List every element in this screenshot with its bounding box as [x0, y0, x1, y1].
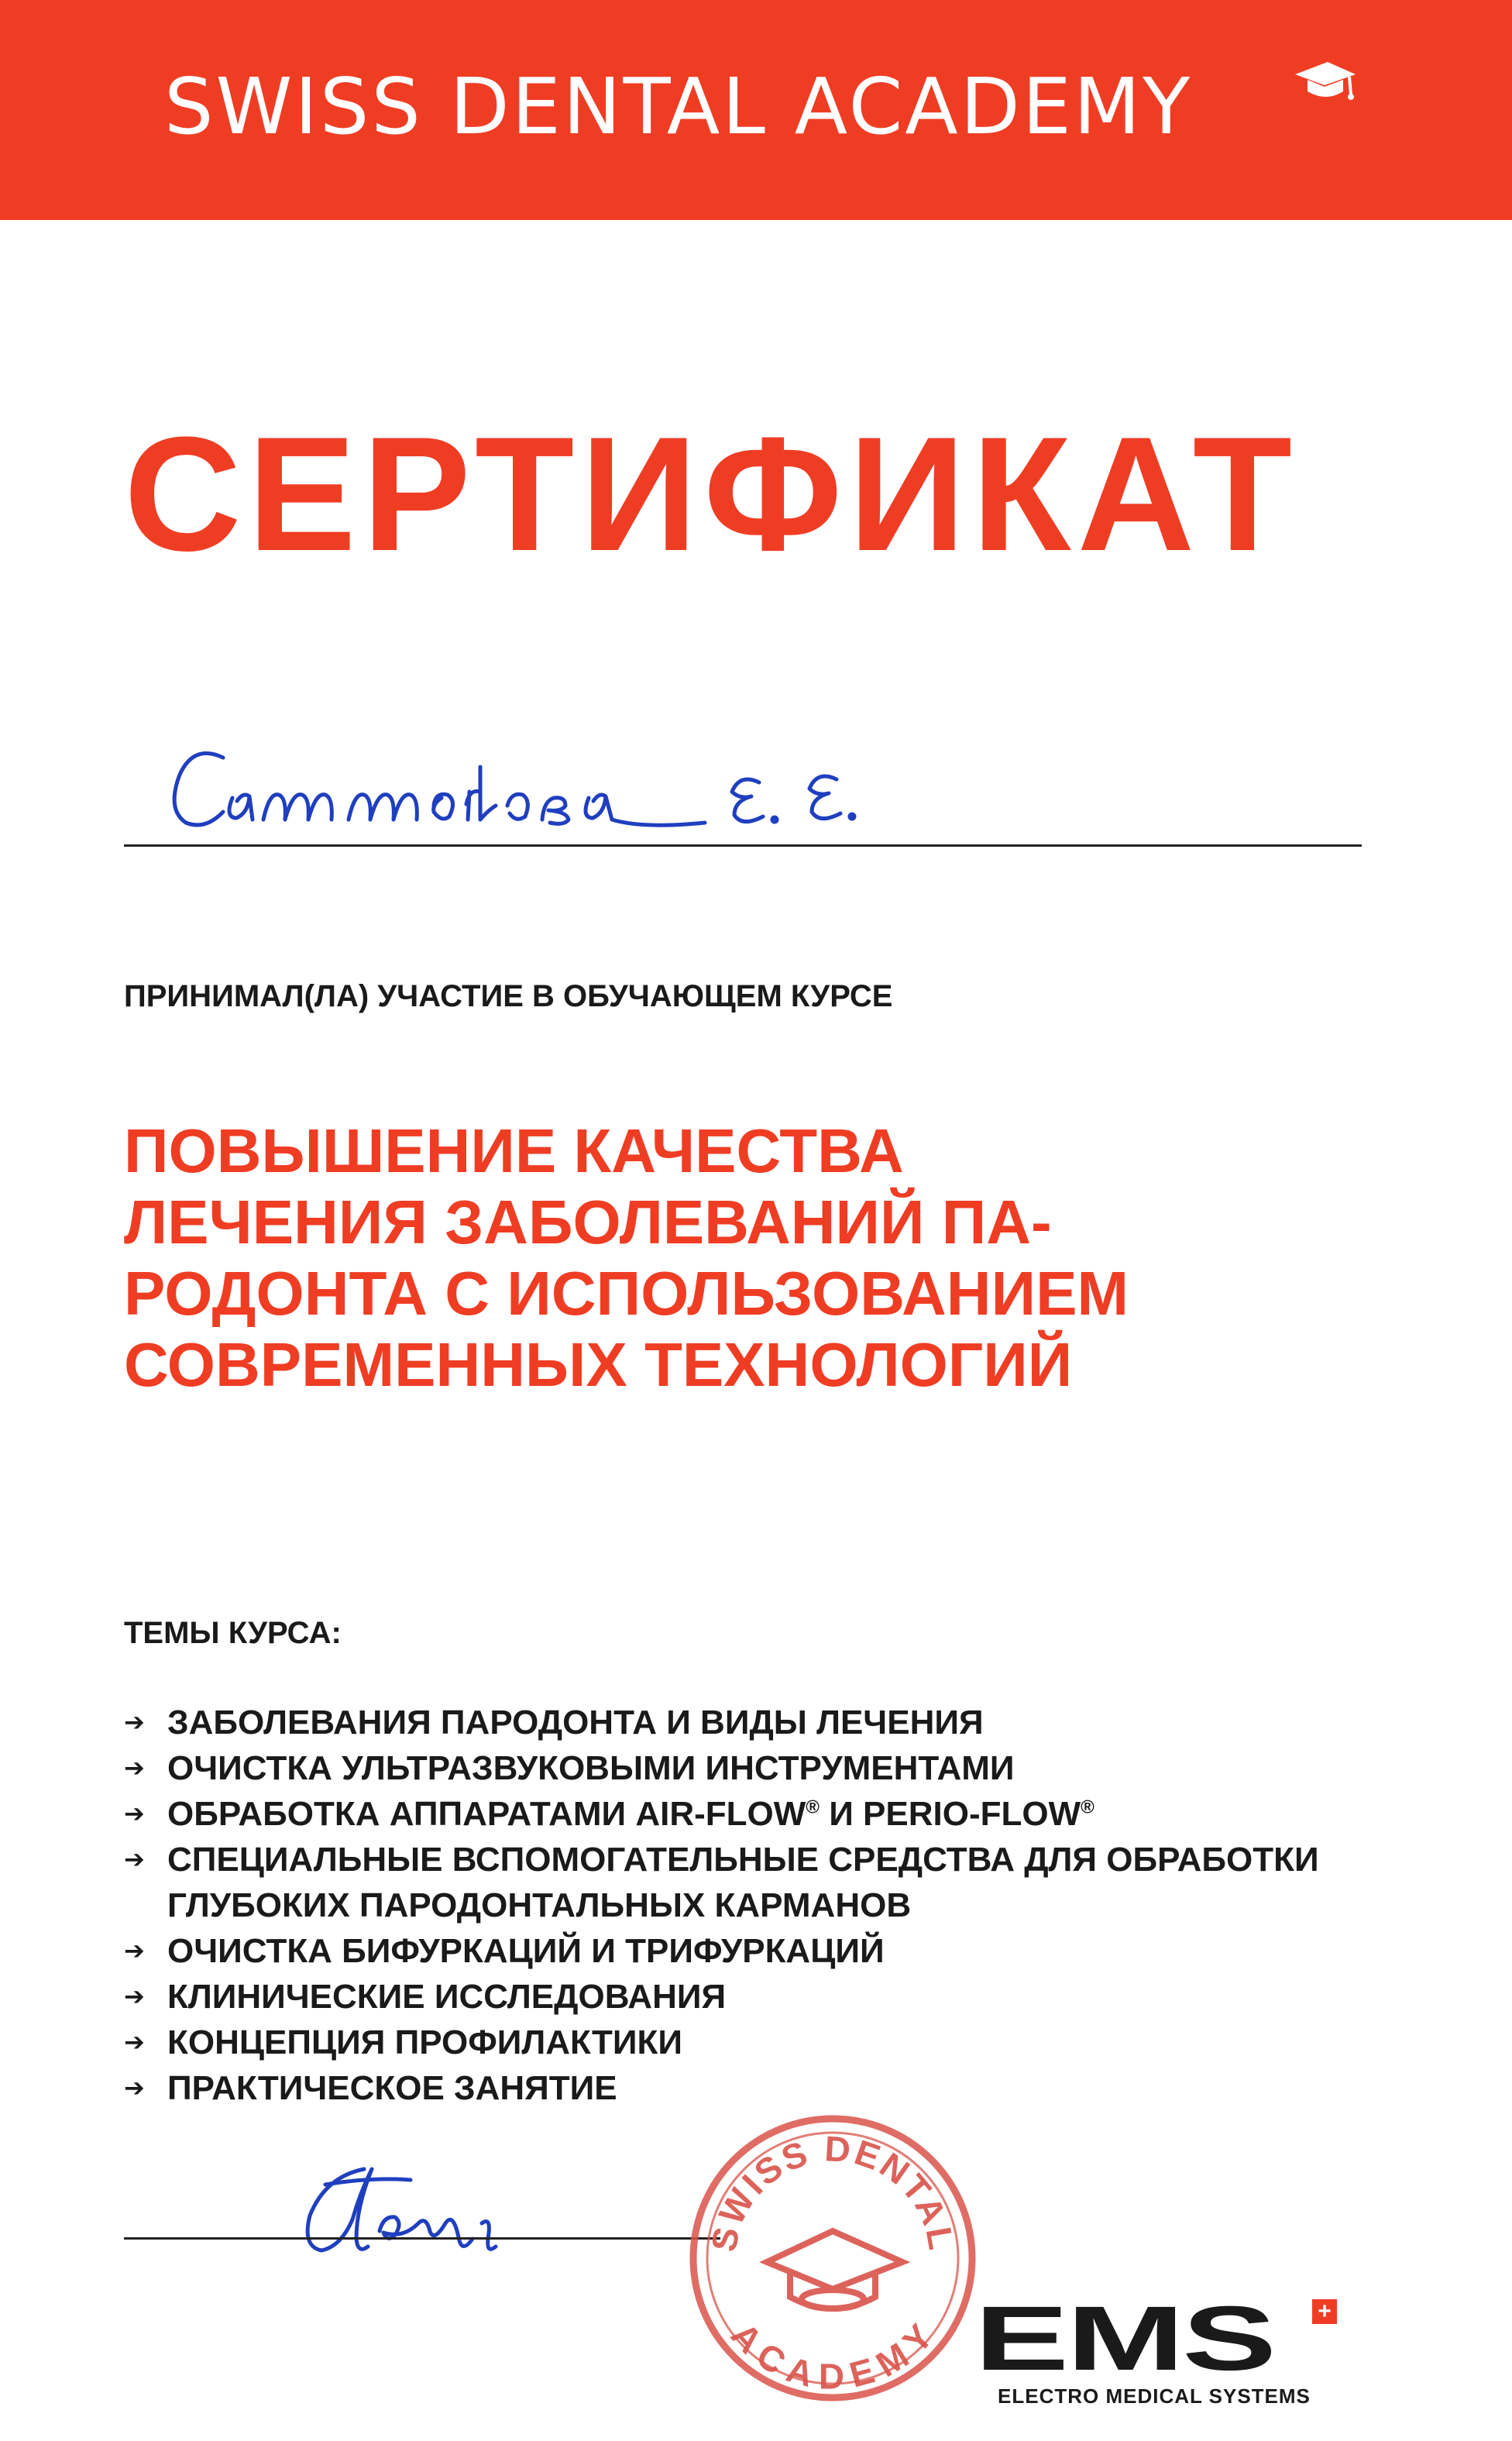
- graduation-cap-icon: [767, 2231, 902, 2309]
- topics-heading: ТЕМЫ КУРСА:: [124, 1616, 342, 1650]
- header-banner: [0, 0, 1512, 220]
- brand-title: SWISS DENTAL ACADEMY: [164, 61, 1193, 152]
- recipient-name-underline: [124, 844, 1362, 847]
- topic-item: [124, 2020, 1441, 2065]
- registered-mark: ®: [806, 1796, 820, 1818]
- arrow-right-icon: ➔: [124, 1845, 145, 1874]
- topic-text: ЗАБОЛЕВАНИЯ ПАРОДОНТА И ВИДЫ ЛЕЧЕНИЯ: [167, 1704, 984, 1741]
- arrow-right-icon: ➔: [124, 2073, 145, 2102]
- topic-text: КОНЦЕПЦИЯ ПРОФИЛАКТИКИ: [167, 2023, 682, 2061]
- topic-text: КЛИНИЧЕСКИЕ ИССЛЕДОВАНИЯ: [167, 1978, 727, 2016]
- arrow-right-icon: ➔: [124, 1936, 145, 1965]
- topic-text: ОЧИСТКА БИФУРКАЦИЙ И ТРИФУРКАЦИЙ: [167, 1932, 885, 1970]
- certificate-title: СЕРТИФИКАТ: [124, 403, 1299, 585]
- course-title-line: РОДОНТА С ИСПОЛЬЗОВАНИЕМ: [124, 1259, 1129, 1328]
- arrow-right-icon: ➔: [124, 1982, 145, 2011]
- stamp-text-top: SWISS DENTAL: [703, 2128, 963, 2255]
- ems-logo: [974, 2288, 1377, 2409]
- course-title-line: ПОВЫШЕНИЕ КАЧЕСТВА: [124, 1116, 904, 1185]
- arrow-right-icon: ➔: [124, 1799, 145, 1828]
- topic-item: [124, 1745, 1441, 1791]
- svg-text:ACADEMY: [723, 2315, 942, 2397]
- topic-item: [124, 1700, 1441, 1745]
- academy-stamp: [682, 2107, 984, 2409]
- arrow-right-icon: ➔: [124, 2027, 145, 2057]
- course-title-line: ЛЕЧЕНИЯ ЗАБОЛЕВАНИЙ ПА-: [124, 1188, 1052, 1257]
- topic-item: [124, 2065, 1441, 2111]
- recipient-name-handwriting: [163, 720, 1053, 852]
- topic-text: ОБРАБОТКА АППАРАТАМИ AIR-FLOW® И PERIO-FLOW®: [167, 1795, 1094, 1833]
- stamp-text-bottom: ACADEMY: [723, 2314, 943, 2397]
- topic-text: ПРАКТИЧЕСКОЕ ЗАНЯТИЕ: [167, 2069, 617, 2107]
- topic-item: [124, 1791, 1441, 1837]
- topic-text: СПЕЦИАЛЬНЫЕ ВСПОМОГАТЕЛЬНЫЕ СРЕДСТВА ДЛЯ ОБРАБОТКИ ГЛУБОКИХ ПАРОДОНТАЛЬНЫХ КАРМАНОВ: [167, 1841, 1319, 1924]
- ems-tagline: ELECTRO MEDICAL SYSTEMS: [998, 2384, 1311, 2408]
- participation-label: ПРИНИМАЛ(ЛА) УЧАСТИЕ В ОБУЧАЮЩЕМ КУРСЕ: [124, 979, 893, 1013]
- topic-item: [124, 1974, 1441, 2020]
- swiss-cross-icon: +: [1312, 2299, 1337, 2324]
- topics-list: [124, 1700, 1441, 2111]
- course-title-line: СОВРЕМЕННЫХ ТЕХНОЛОГИЙ: [124, 1330, 1073, 1399]
- svg-text:SWISS DENTAL: [703, 2128, 962, 2254]
- topic-item: [124, 1928, 1441, 1974]
- arrow-right-icon: ➔: [124, 1753, 145, 1783]
- course-title: [124, 1116, 1394, 1401]
- arrow-right-icon: ➔: [124, 1707, 145, 1737]
- signature: [279, 2146, 527, 2278]
- ems-logo-text: EMS: [974, 2288, 1275, 2390]
- signature-line: [124, 2237, 720, 2240]
- topic-text: ОЧИСТКА УЛЬТРАЗВУКОВЫМИ ИНСТРУМЕНТАМИ: [167, 1749, 1015, 1787]
- topic-item: [124, 1837, 1441, 1928]
- registered-mark: ®: [1081, 1796, 1094, 1818]
- graduation-cap-icon: [1292, 57, 1357, 108]
